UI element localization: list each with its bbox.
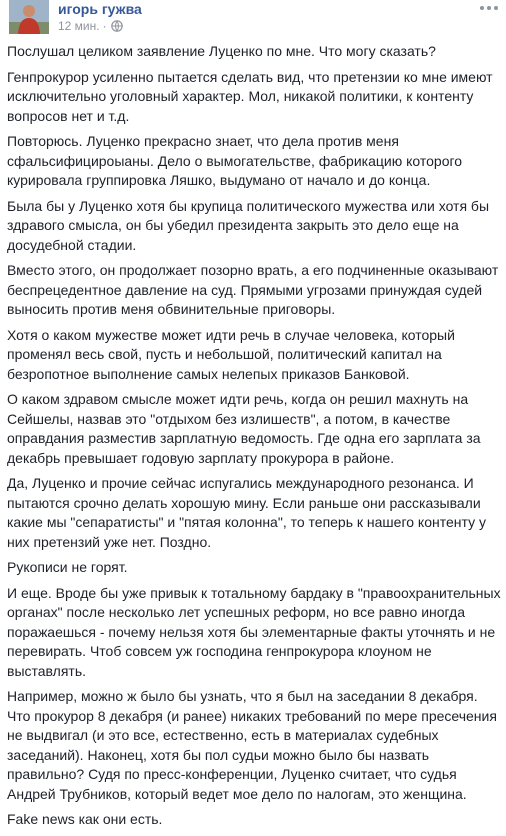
post-paragraph: О каком здравом смысле может идти речь, когда он решил махнуть на Сейшелы, назвав это "отдыхом без излишеств", а потом, в качестве оправдания разместив зарплатную ведомость. Где одна его зарплата за декабрь превышает годовую зарплату прокурора в районе. [7, 391, 481, 466]
post-paragraph: Да, Луценко и прочие сейчас испугались международного резонанса. И пытаются срочно делать хорошую мину. Если раньше они рассказывали какие мы "сепаратисты" и "пятая колонна", то теперь к нашего контенту у них претензий уже нет. Поздно. [7, 475, 486, 550]
menu-dot [487, 6, 491, 10]
menu-dot [494, 6, 498, 10]
post-paragraph: Повторюсь. Луценко прекрасно знает, что дела против меня сфальсифицироыаны. Дело о вымогательстве, фабрикацию которого курировала группировка Ляшко, выдумано от начало и до конца. [7, 133, 463, 188]
post-paragraph: Была бы у Луценко хотя бы крупица политического мужества или хотя бы здравого смысла, он бы убедил президента закрыть это дело еще на досудебной стадии. [7, 197, 490, 253]
post-paragraph: Вместо этого, он продолжает позорно врать, а его подчиненные оказывают беспрецедентное давление на суд. Прямыми угрозами принуждая судей выносить против меня обвинительные приговоры. [7, 262, 499, 317]
timestamp[interactable]: 12 мин. [58, 19, 100, 33]
post-header [0, 0, 506, 38]
post-paragraph: Хотя о каком мужестве может идти речь в случае человека, который променял весь свой, пусть и небольшой, политический капитал на безропотное выполнение самых нелепых приказов Банковой. [7, 326, 455, 382]
avatar[interactable] [9, 0, 49, 34]
globe-icon[interactable] [111, 20, 123, 32]
avatar-photo [9, 0, 49, 34]
post-paragraph: Генпрокурор усиленно пытается сделать вид, что претензии ко мне имеют исключительно уголовный характер. Мол, никакой политики, к контенту вопросов нет и т.д. [7, 68, 493, 124]
more-options-icon[interactable] [480, 2, 498, 14]
post-paragraph: Fake news как они есть. [7, 811, 163, 827]
author-name[interactable]: игорь гужва [58, 1, 142, 17]
post-meta [58, 19, 123, 33]
post-paragraph: Послушал целиком заявление Луценко по мне. Что могу сказать? [7, 43, 436, 59]
menu-dot [480, 6, 484, 10]
meta-separator: · [102, 19, 107, 33]
post-paragraph: Например, можно ж было бы узнать, что я был на заседании 8 декабря. Что прокурор 8 декабря (и ранее) никаких требований по мере пресечения не выдвигал (и это все, естественно, есть в материалах судебных заседаний). Наконец, хотя бы пол судьи можно было бы назвать правильно? Судя по пресс-конференции, Луценко считает, что судья Андрей Трубников, который ведет мое дело по налогам, это женщина. [7, 688, 497, 802]
post-paragraph: Рукописи не горят. [7, 559, 128, 575]
post-body [7, 42, 501, 836]
post-paragraph: И еще. Вроде бы уже привык к тотальному бардаку в "правоохранительных органах" после несколько лет успешных реформ, но все равно иногда поражаешься - почему нельзя хотя бы элементарные факты уточнять и не перевирать. Чтоб совсем уж господина генпрокурора клоуном не выставлять. [7, 584, 501, 679]
